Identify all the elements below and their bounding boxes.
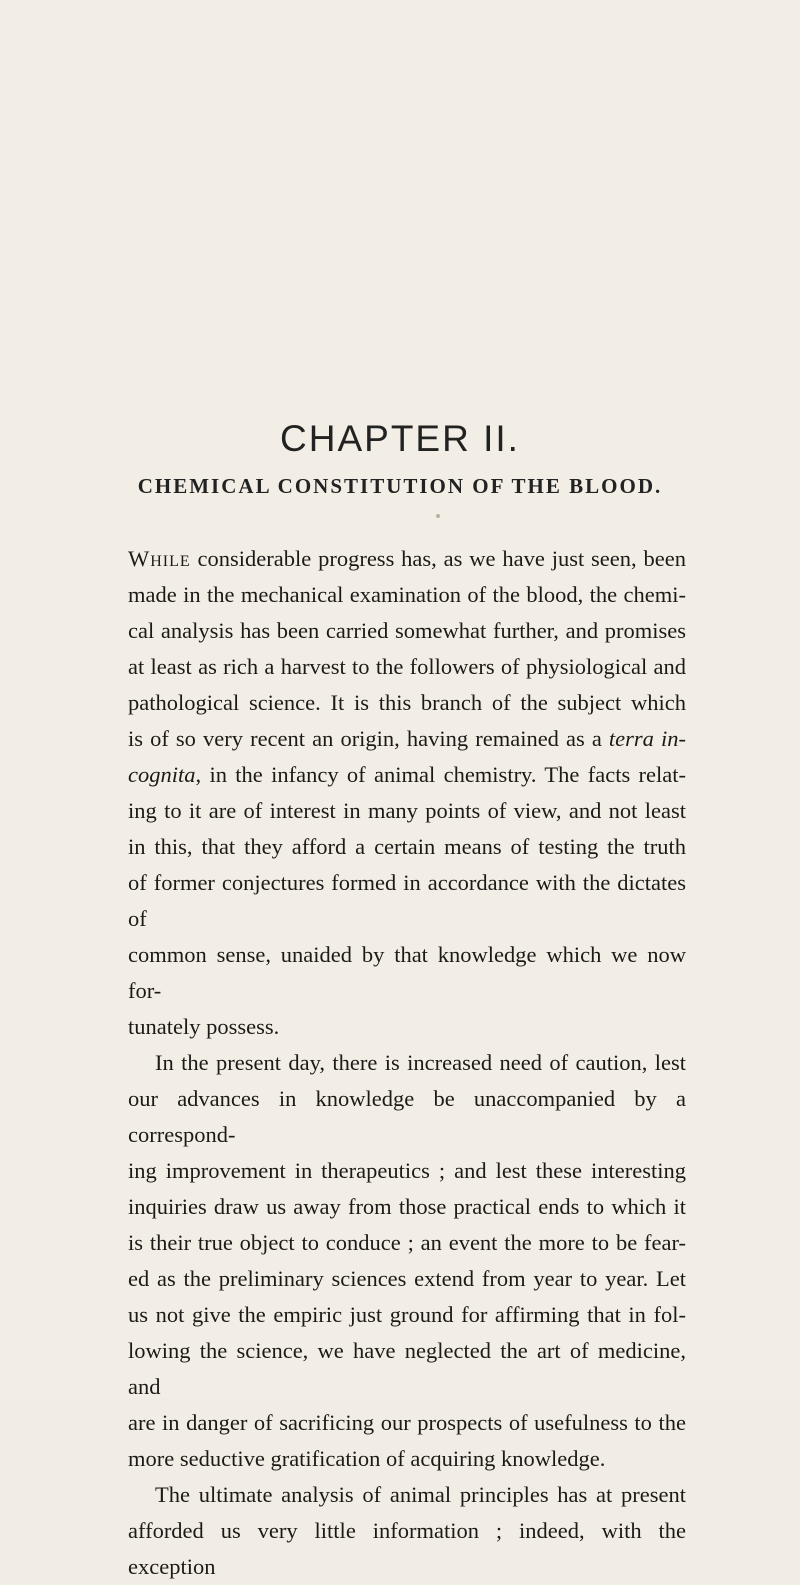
text-line: made in the mechanical examination of the blood, the chemi- [128, 582, 686, 607]
text-line: ed as the preliminary sciences extend from year to year. Let [128, 1266, 686, 1291]
text-line: at least as rich a harvest to the followers of physiological and [128, 654, 686, 679]
text-line: is their true object to conduce ; an event the more to be fear- [128, 1230, 686, 1255]
text-line: us not give the empiric just ground for affirming that in fol- [128, 1302, 686, 1327]
text-line: ing improvement in therapeutics ; and lest these interesting [128, 1158, 686, 1183]
text-line: The ultimate analysis of animal principles has at present [155, 1482, 686, 1507]
paragraph-3 [128, 1477, 686, 1585]
text-line: is of so very recent an origin, having remained as a terra in- [128, 726, 687, 751]
text-line: tunately possess. [128, 1014, 280, 1039]
text-line: In the present day, there is increased need of caution, lest [155, 1050, 686, 1075]
italic-phrase: terra in- [608, 726, 687, 751]
text-line: our advances in knowledge be unaccompanied by a correspond- [128, 1086, 686, 1147]
text-line: lowing the science, we have neglected the art of medicine, and [128, 1338, 686, 1399]
text-line: While considerable progress has, as we have just seen, been [128, 546, 686, 571]
text-line: common sense, unaided by that knowledge which we now for- [128, 942, 686, 1003]
section-title: CHEMICAL CONSTITUTION OF THE BLOOD. [137, 474, 663, 498]
paragraph-2 [128, 1045, 686, 1477]
text-line: cognita, in the infancy of animal chemistry. The facts relat- [128, 762, 686, 787]
body-text [128, 541, 686, 1585]
text-line: of former conjectures formed in accordance with the dictates of [128, 870, 686, 931]
text-line: in this, that they afford a certain means of testing the truth [128, 834, 686, 859]
text-line: ing to it are of interest in many points of view, and not least [128, 798, 686, 823]
text-line: are in danger of sacrificing our prospects of usefulness to the [128, 1410, 686, 1435]
text-line: pathological science. It is this branch of the subject which [128, 690, 686, 715]
text-line: afforded us very little information ; indeed, with the exception [128, 1518, 686, 1579]
text-line: more seductive gratification of acquiring knowledge. [128, 1446, 606, 1471]
italic-phrase: cognita [128, 762, 196, 787]
text-line: inquiries draw us away from those practical ends to which it [128, 1194, 686, 1219]
chapter-title: CHAPTER II. [280, 418, 520, 459]
text-line: cal analysis has been carried somewhat further, and promises [128, 618, 686, 643]
opening-word: While [128, 546, 191, 571]
paragraph-1 [128, 541, 686, 1045]
ink-speck [436, 514, 440, 518]
